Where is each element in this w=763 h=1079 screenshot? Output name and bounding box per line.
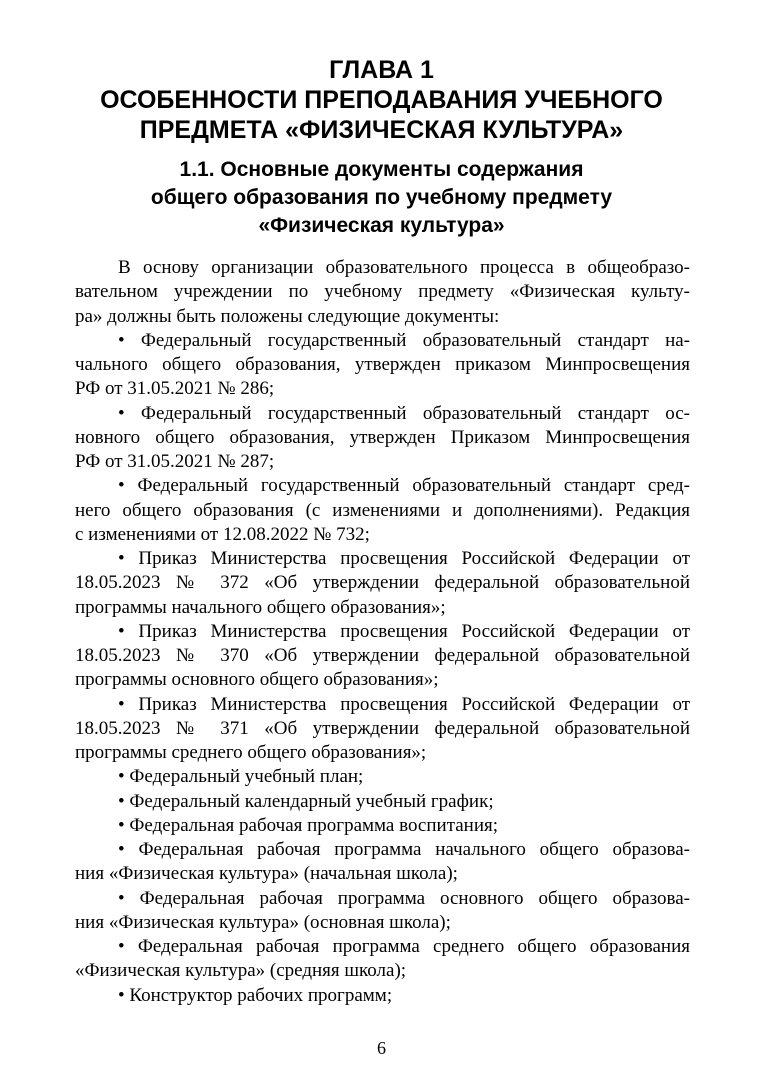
text-line: РФ от 31.05.2021 № 287; bbox=[75, 451, 275, 472]
list-item bbox=[75, 620, 690, 693]
text-line: • Приказ Министерства просвещения Российской Федерации от bbox=[118, 693, 690, 715]
text-line: вательном учреждении по учебному предмету «Физическая культу- bbox=[75, 281, 690, 303]
text-line: • Федеральная рабочая программа воспитания; bbox=[118, 814, 499, 836]
chapter-title-line: ПРЕДМЕТА «ФИЗИЧЕСКАЯ КУЛЬТУРА» bbox=[139, 116, 624, 144]
text-line: • Федеральная рабочая программа начального общего образова- bbox=[118, 839, 690, 860]
list-item bbox=[75, 474, 690, 547]
text-line: • Федеральный государственный образовательный стандарт ос- bbox=[118, 402, 690, 424]
text-line: него общего образования (с изменениями и дополнениями). Редакция bbox=[75, 499, 690, 521]
text-line: • Конструктор рабочих программ; bbox=[118, 984, 393, 1006]
chapter-title-line: ОСОБЕННОСТИ ПРЕПОДАВАНИЯ УЧЕБНОГО bbox=[100, 86, 663, 114]
text-line: программы основного общего образования»; bbox=[75, 669, 439, 691]
text-line: • Федеральный государственный образовательный стандарт сред- bbox=[118, 475, 690, 497]
list-item bbox=[75, 838, 690, 887]
list-item bbox=[75, 402, 690, 475]
text-line: ра» должны быть положены следующие документы: bbox=[75, 305, 500, 327]
section-title-line: «Физическая культура» bbox=[258, 214, 505, 237]
body-text bbox=[75, 256, 690, 1008]
text-line: 18.05.2023 № 370 «Об утверждении федеральной образовательной bbox=[75, 645, 690, 666]
text-line: чального общего образования, утвержден приказом Минпросвещения bbox=[75, 354, 690, 375]
intro-paragraph bbox=[75, 256, 690, 329]
text-line: В основу организации образовательного процесса в общеобразо- bbox=[118, 257, 690, 278]
chapter-title-line: ГЛАВА 1 bbox=[329, 56, 434, 84]
section-title bbox=[0, 156, 763, 240]
list-item bbox=[75, 984, 690, 1008]
list-item bbox=[75, 814, 690, 838]
text-line: новного общего образования, утвержден Приказом Минпросвещения bbox=[75, 426, 690, 448]
text-line: программы начального общего образования»; bbox=[75, 596, 446, 618]
text-line: ния «Физическая культура» (начальная школа); bbox=[75, 863, 458, 885]
text-line: 18.05.2023 № 372 «Об утверждении федеральной образовательной bbox=[75, 572, 690, 594]
text-line: • Федеральный учебный план; bbox=[118, 766, 364, 788]
text-line: программы среднего общего образования»; bbox=[75, 742, 427, 763]
section-title-line: 1.1. Основные документы содержания bbox=[179, 158, 584, 181]
text-line: РФ от 31.05.2021 № 286; bbox=[75, 378, 275, 400]
text-line: ния «Физическая культура» (основная школа); bbox=[75, 911, 451, 933]
section-title-line: общего образования по учебному предмету bbox=[150, 186, 613, 209]
list-item bbox=[75, 935, 690, 984]
list-item bbox=[75, 329, 690, 402]
text-line: с изменениями от 12.08.2022 № 732; bbox=[75, 523, 370, 545]
list-item bbox=[75, 765, 690, 789]
text-line: • Федеральная рабочая программа основного общего образова- bbox=[118, 887, 690, 909]
list-item bbox=[75, 887, 690, 936]
text-line: • Приказ Министерства просвещения Российской Федерации от bbox=[118, 548, 690, 569]
text-line: • Федеральная рабочая программа среднего общего образования bbox=[118, 936, 690, 957]
text-line: • Приказ Министерства просвещения Российской Федерации от bbox=[118, 620, 690, 642]
list-item bbox=[75, 693, 690, 766]
list-item bbox=[75, 547, 690, 620]
page-number: 6 bbox=[377, 1038, 386, 1058]
text-line: 18.05.2023 № 371 «Об утверждении федеральной образовательной bbox=[75, 717, 690, 739]
list-item bbox=[75, 790, 690, 814]
text-line: «Физическая культура» (средняя школа); bbox=[75, 960, 407, 982]
text-line: • Федеральный государственный образовательный стандарт на- bbox=[118, 329, 690, 351]
chapter-title bbox=[0, 55, 763, 145]
text-line: • Федеральный календарный учебный график; bbox=[118, 790, 494, 812]
